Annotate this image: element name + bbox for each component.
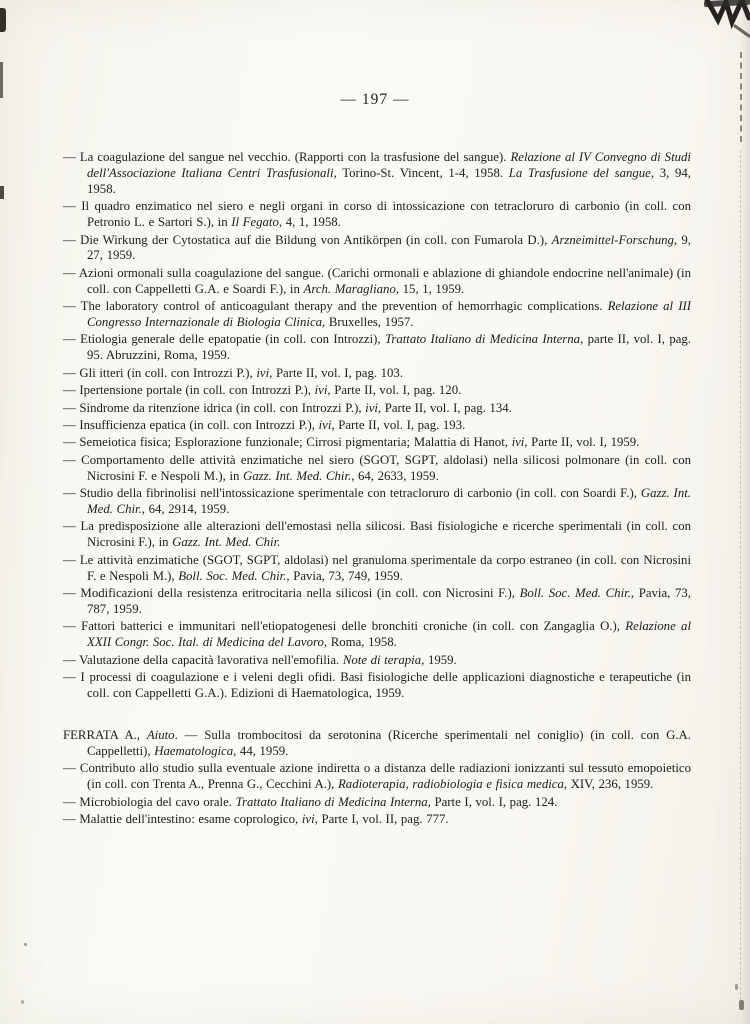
entry-text: — Malattie dell'intestino: esame coprologico, bbox=[63, 811, 302, 826]
entry-text: — La predisposizione alle alterazioni dell'emostasi nella silicosi. Basi fisiologiche e ricerche sperimentali (in coll. con Nicrosini F.), in bbox=[63, 519, 691, 550]
scan-artifact-bottom-right-2 bbox=[735, 984, 738, 990]
entry-text: , Pavia, 73, 749, 1959. bbox=[286, 568, 403, 583]
entry-text: , Parte I, vol. I, pag. 124. bbox=[427, 794, 558, 809]
scan-artifact-left-mark-3 bbox=[0, 186, 4, 199]
entry-text: — Azioni ormonali sulla coagulazione del sangue. (Carichi ormonali e ablazione di ghiandole endocrine nell'animale) (in coll. con Cappelletti G.A. e Soardi F.), in bbox=[63, 265, 691, 296]
bibliography-entry bbox=[63, 199, 691, 231]
bibliography-entry bbox=[63, 418, 691, 434]
bibliography-entry bbox=[63, 383, 691, 399]
entry-text: — Studio della fibrinolisi nell'intossicazione sperimentale con tetracloruro di carbonio (in coll. con Soardi F.), bbox=[63, 486, 641, 501]
scan-artifact-bottom-left-2 bbox=[21, 1000, 24, 1004]
entry-text-italic: Gazz. Int. Med. Chir. bbox=[87, 486, 691, 517]
scan-artifact-bottom-right-1 bbox=[739, 1000, 744, 1010]
entry-text: , Bruxelles, 1957. bbox=[322, 315, 414, 330]
entry-text: . — Sulla trombocitosi da serotonina (Ricerche sperimentali nel coniglio) (in coll. con G.A. Cappelletti), bbox=[87, 727, 691, 758]
scan-artifact-left-mark-1 bbox=[0, 8, 6, 32]
scan-artifact-right-dashes-faint bbox=[740, 150, 741, 1000]
entry-text: — Contributo allo studio sulla eventuale azione indiretta o a distanza delle radiazioni ionizzanti sul tessuto emopoietico (in coll. con Trenta A., Prenna G., Cecchini A.), bbox=[63, 761, 691, 792]
entry-text-italic: Gazz. Int. Med. Chir. bbox=[172, 535, 281, 550]
bibliography-entry bbox=[63, 453, 691, 485]
entry-text: , XIV, 236, 1959. bbox=[563, 777, 654, 792]
entry-text: , Torino-St. Vincent, 1-4, 1958. bbox=[333, 165, 509, 180]
entry-text: , Pavia, 73, 787, 1959. bbox=[87, 586, 691, 616]
entry-text: , 64, 2914, 1959. bbox=[141, 502, 230, 517]
bibliography-list bbox=[63, 150, 691, 829]
entry-text: — Le attività enzimatiche (SGOT, SGPT, aldolasi) nel granuloma sperimentale da corpo estraneo (in coll. con Nicrosini F. e Nespoli M.), bbox=[63, 552, 691, 583]
entry-text: — Comportamento delle attività enzimatiche nel siero (SGOT, SGPT, aldolasi) nella silicosi polmonare (in coll. con Nicrosini F. e Nespoli M.), in bbox=[63, 452, 691, 483]
entry-text-italic: ivi bbox=[314, 383, 328, 398]
entry-text-italic: Il Fegato bbox=[231, 215, 279, 230]
entry-text: , Parte II, vol. I, 1959. bbox=[524, 435, 640, 450]
entry-text: , parte II, vol. I, pag. 95. Abruzzini, Roma, 1959. bbox=[87, 332, 692, 363]
bibliography-entry bbox=[63, 761, 691, 793]
entry-text-italic: ivi bbox=[301, 811, 315, 826]
entry-text: FERRATA A., bbox=[63, 727, 147, 742]
bibliography-entry bbox=[63, 519, 691, 551]
entry-text-italic: Trattato Italiano di Medicina Interna bbox=[235, 794, 428, 809]
bibliography-entry bbox=[63, 401, 691, 417]
entry-text: — Etiologia generale delle epatopatie (in coll. con Introzzi), bbox=[63, 332, 385, 347]
bibliography-entry bbox=[63, 728, 691, 760]
entry-text-italic: ivi bbox=[365, 400, 378, 415]
scan-artifact-bottom-left-1 bbox=[24, 943, 27, 946]
bibliography-entry bbox=[63, 795, 691, 811]
bibliography-section bbox=[63, 728, 691, 828]
entry-text-italic: Arch. Maragliano bbox=[303, 281, 396, 296]
entry-text: , Parte I, vol. II, pag. 777. bbox=[314, 811, 449, 826]
bibliography-entry bbox=[63, 435, 691, 451]
entry-text-italic: Gazz. Int. Med. Chir. bbox=[243, 468, 352, 483]
entry-text: — Gli itteri (in coll. con Introzzi P.), bbox=[63, 365, 257, 380]
entry-text-italic: Relazione al IV Convegno di Studi dell'Associazione Italiana Centri Trasfusionali bbox=[87, 150, 691, 180]
entry-text-italic: Boll. Soc. Med. Chir. bbox=[519, 586, 631, 601]
bibliography-entry bbox=[63, 150, 691, 198]
entry-text-italic: ivi bbox=[318, 418, 332, 432]
entry-text: — I processi di coagulazione e i veleni degli ofidi. Basi fisiologiche delle applicazioni diagnostiche e terapeutiche (in coll. con Cappelletti G.A.). Edizioni di Haematologica, 1959. bbox=[63, 670, 691, 700]
entry-text-italic: Haematologica bbox=[154, 743, 234, 758]
entry-text: — Semeiotica fisica; Esplorazione funzionale; Cirrosi pigmentaria; Malattia di Hanot, bbox=[63, 435, 512, 450]
entry-text-italic: ivi bbox=[511, 435, 525, 450]
entry-text-italic: Relazione al III Congresso Internazionale di Biologia Clinica bbox=[87, 299, 691, 330]
entry-text: , Roma, 1958. bbox=[323, 635, 397, 650]
scan-artifact-corner-scribble bbox=[701, 0, 750, 44]
entry-text: — Modificazioni della resistenza eritrocitaria nella silicosi (in coll. con Nicrosini F.), bbox=[63, 586, 520, 601]
bibliography-entry bbox=[63, 553, 691, 585]
entry-text-italic: Radioterapia, radiobiologia e fisica medica bbox=[337, 777, 564, 792]
entry-text: — Microbiologia del cavo orale. bbox=[63, 794, 236, 809]
entry-text: , 9, 27, 1959. bbox=[87, 232, 691, 263]
bibliography-entry bbox=[63, 486, 691, 518]
entry-text: , Parte II, vol. I, pag. 120. bbox=[327, 383, 462, 398]
entry-text: , Parte II, vol. I, pag. 193. bbox=[331, 418, 466, 432]
bibliography-entry bbox=[63, 812, 691, 828]
entry-text: , Parte II, vol. I, pag. 103. bbox=[269, 365, 404, 380]
entry-text: , 4, 1, 1958. bbox=[278, 215, 341, 230]
scan-edge-shadow bbox=[740, 0, 750, 1024]
entry-text-italic: Boll. Soc. Med. Chir. bbox=[178, 568, 287, 583]
bibliography-entry bbox=[63, 619, 691, 651]
entry-text-italic: ivi bbox=[256, 365, 270, 380]
entry-text-italic: Trattato Italiano di Medicina Interna bbox=[384, 332, 581, 347]
scan-artifact-top-bar bbox=[704, 0, 750, 7]
entry-text: , Parte II, vol. I, pag. 134. bbox=[377, 400, 512, 415]
entry-text: — Il quadro enzimatico nel siero e negli organi in corso di intossicazione con tetracloruro di carbonio (in coll. con Petronio L. e Sartori S.), in bbox=[63, 199, 691, 230]
entry-text: — La coagulazione del sangue nel vecchio. (Rapporti con la trasfusione del sangue). bbox=[63, 150, 511, 164]
entry-text: , 64, 2633, 1959. bbox=[351, 468, 439, 483]
entry-text-italic: Relazione al XXII Congr. Soc. Ital. di Medicina del Lavoro bbox=[87, 619, 691, 650]
bibliography-section bbox=[63, 150, 691, 702]
entry-text: , 3, 94, 1958. bbox=[87, 165, 692, 196]
bibliography-entry bbox=[63, 653, 691, 669]
entry-text: — Ipertensione portale (in coll. con Introzzi P.), bbox=[63, 383, 315, 398]
entry-text: , 1959. bbox=[421, 652, 457, 667]
entry-text: — Fattori batterici e immunitari nell'etiopatogenesi delle bronchiti croniche (in coll. con Zangaglia O.), bbox=[63, 619, 626, 634]
bibliography-entry bbox=[63, 299, 691, 331]
bibliography-entry bbox=[63, 670, 691, 702]
entry-text: — Valutazione della capacità lavorativa nell'emofilia. bbox=[63, 652, 343, 667]
entry-text: , 15, 1, 1959. bbox=[395, 281, 465, 296]
entry-text: , 44, 1959. bbox=[233, 743, 289, 758]
entry-text-italic: Arzneimittel-Forschung bbox=[551, 232, 674, 247]
page-number: — 197 — bbox=[340, 91, 410, 108]
bibliography-entry bbox=[63, 332, 691, 364]
bibliography-entry bbox=[63, 366, 691, 382]
entry-text: — Insufficienza epatica (in coll. con Introzzi P.), bbox=[63, 418, 319, 432]
entry-text-italic: La Trasfusione del sangue bbox=[508, 165, 651, 180]
entry-text: — Die Wirkung der Cytostatica auf die Bildung von Antikörpen (in coll. con Fumarola D.), bbox=[63, 232, 552, 247]
entry-text-italic: Note di terapia bbox=[342, 652, 422, 667]
bibliography-entry bbox=[63, 266, 691, 298]
entry-text: — The laboratory control of anticoagulant therapy and the prevention of hemorrhagic complications. bbox=[63, 299, 608, 314]
bibliography-entry bbox=[63, 233, 691, 265]
entry-text-italic: Aiuto bbox=[146, 727, 175, 742]
entry-text: — Sindrome da ritenzione idrica (in coll. con Introzzi P.), bbox=[63, 400, 366, 415]
bibliography-entry bbox=[63, 586, 691, 618]
